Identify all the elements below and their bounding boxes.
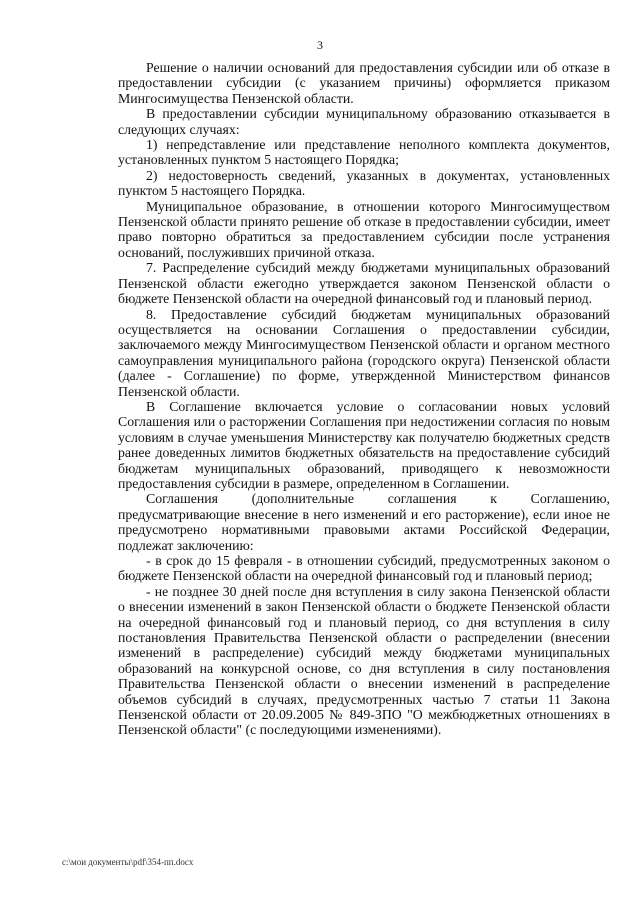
paragraph-item-8: 8. Предоставление субсидий бюджетам муниципальных образований осуществляется на основании Соглашения о предоставлении субсидии, заключаемого между Мингосимуществом Пензенской области и органом местного самоуправления муниципального района (городского округа) Пензенской области (далее - Соглашение) по форме, утвержденной Министерством финансов Пензенской области. xyxy=(118,306,610,399)
paragraph-decision: Решение о наличии оснований для предоставления субсидии или об отказе в предоставлении субсидии (с указанием причины) оформляется приказом Мингосимущества Пензенской области. xyxy=(118,60,610,106)
footer-file-path: c:\мои документы\pdf\354-пп.docx xyxy=(62,857,194,867)
list-item-deadline-2: - не позднее 30 дней после дня вступления в силу закона Пензенской области о внесении изменений в закон Пензенской области о бюджете Пензенской области на очередной финансовый год и плановый период, со дня вступления в силу постановления Правительства Пензенской области о распределении (внесении изменений в распределение) субсидий между бюджетами муниципальных образований на конкурсной основе, со дня вступления в силу постановления Правительства Пензенской области о внесении изменений в распределение объемов субсидий в случаях, предусмотренных частью 7 статьи 11 Закона Пензенской области от 20.09.2005 № 849-ЗПО "О межбюджетных отношениях в Пензенской области" (с последующими изменениями). xyxy=(118,583,610,738)
list-item-case-2: 2) недостоверность сведений, указанных в документах, установленных пунктом 5 настоящего Порядка. xyxy=(118,167,610,199)
paragraph-agreements-deadlines: Соглашения (дополнительные соглашения к Соглашению, предусматривающие внесение в него изменений и его расторжение), если иное не предусмотрено нормативными правовыми актами Российской Федерации, подлежат заключению: xyxy=(118,491,610,553)
page-number: 3 xyxy=(317,38,323,52)
paragraph-reapply-right: Муниципальное образование, в отношении которого Мингосимуществом Пензенской области принято решение об отказе в предоставлении субсидии, имеет право повторно обратиться за предоставлением субсидии после устранения оснований, послуживших причиной отказа. xyxy=(118,198,610,260)
paragraph-agreement-condition: В Соглашение включается условие о согласовании новых условий Соглашения или о расторжении Соглашения при недостижении согласия по новым условиям в случае уменьшения Министерству как получателю бюджетных средств ранее доведенных лимитов бюджетных обязательств на предоставление субсидий бюджетам муниципальных образований, приводящего к невозможности предоставления субсидии в размере, определенном в Соглашении. xyxy=(118,398,610,491)
document-body xyxy=(118,60,610,738)
list-item-case-1: 1) непредставление или представление неполного комплекта документов, установленных пунктом 5 настоящего Порядка; xyxy=(118,137,610,168)
list-item-deadline-1: - в срок до 15 февраля - в отношении субсидий, предусмотренных законом о бюджете Пензенской области на очередной финансовый год и плановый период; xyxy=(118,553,610,584)
paragraph-item-7: 7. Распределение субсидий между бюджетами муниципальных образований Пензенской области ежегодно утверждается законом Пензенской области о бюджете Пензенской области на очередной финансовый год и плановый период. xyxy=(118,260,610,307)
paragraph-refusal-cases: В предоставлении субсидии муниципальному образованию отказывается в следующих случаях: xyxy=(118,106,610,137)
